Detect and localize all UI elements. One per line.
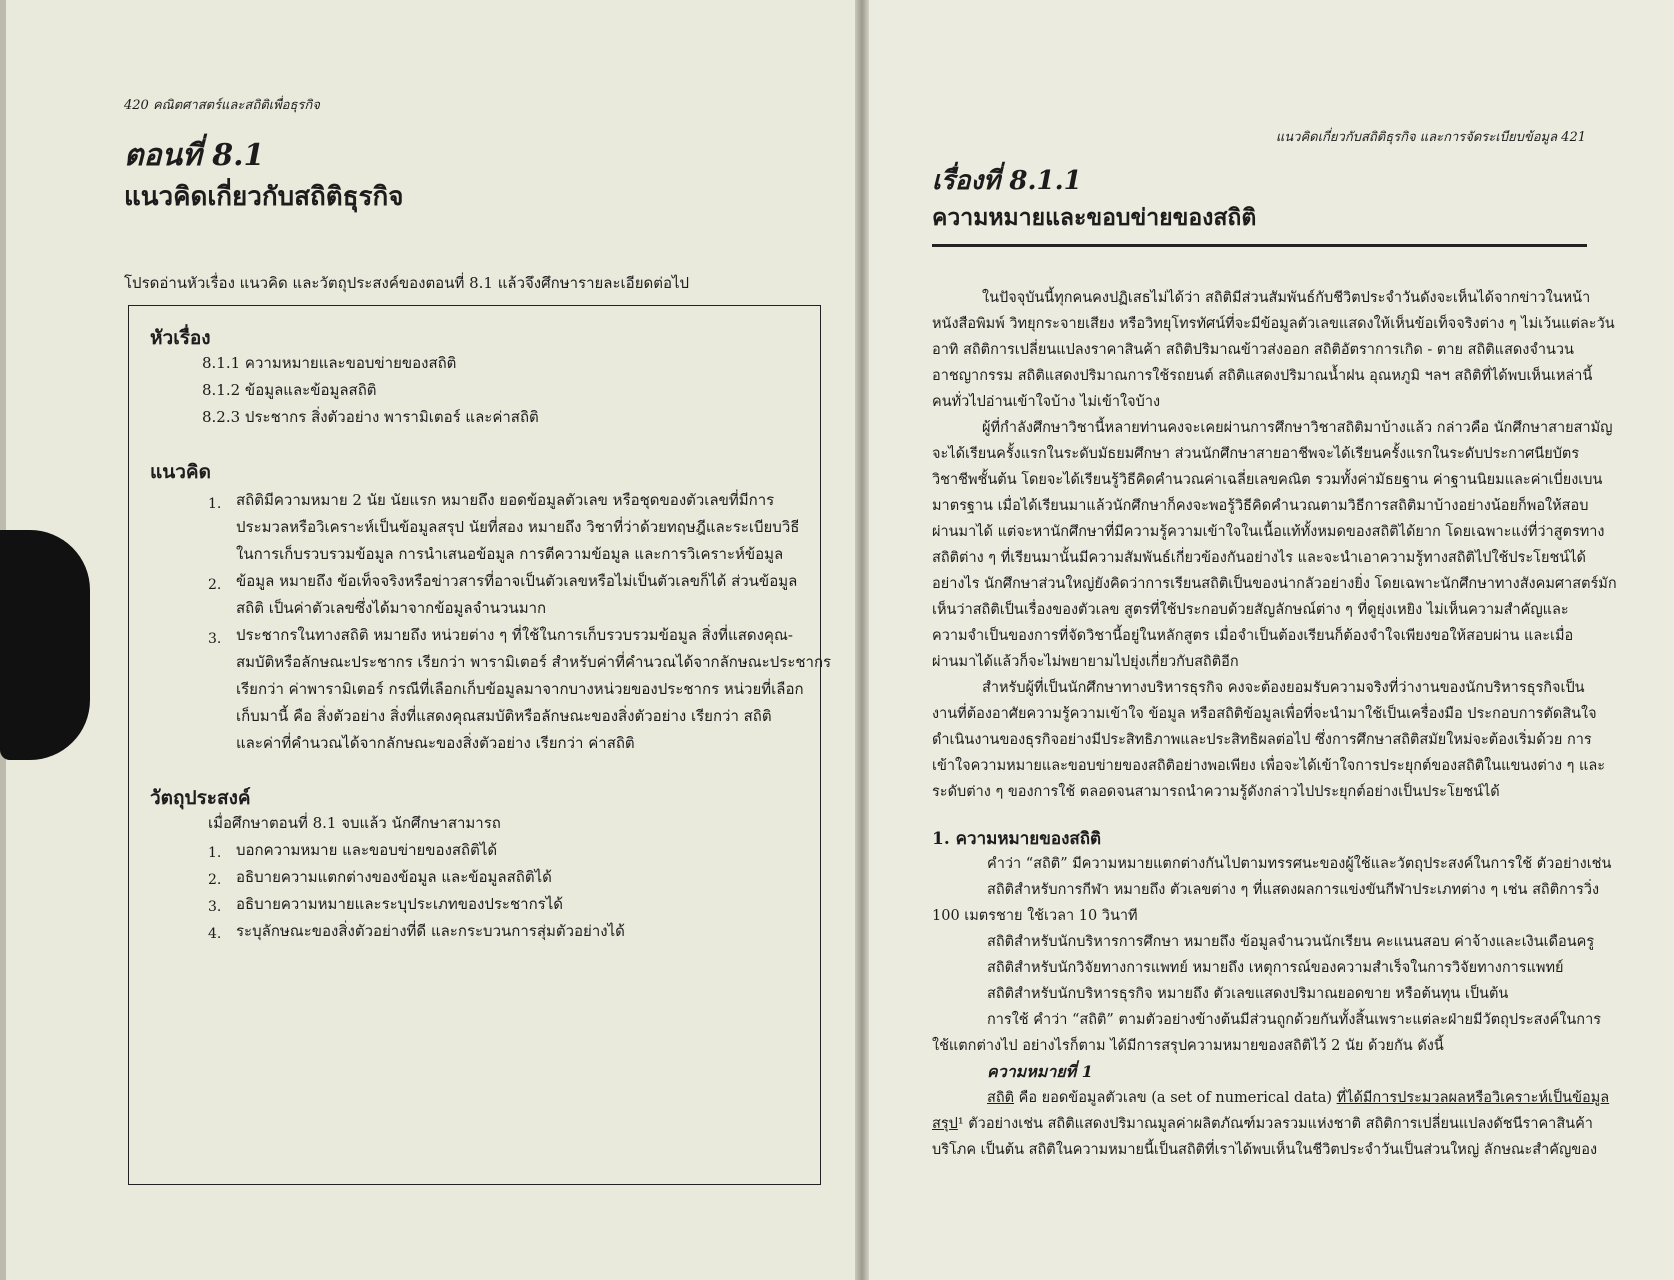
sub-line: ใช้แตกต่างไป อย่างไรก็ตาม ได้มีการสรุปความหมายของสถิติไว้ 2 นัย ด้วยกัน ดังนี้ — [932, 1038, 1444, 1054]
meaning-line: บริโภค เป็นต้น สถิติในความหมายนี้เป็นสถิติที่เราได้พบเห็นในชีวิตประจำวันเป็นส่วนใหญ่ ลักษณะสำคัญของ — [932, 1142, 1598, 1158]
definition-underlined-end: สรุป — [932, 1116, 958, 1132]
concept-line: เรียกว่า ค่าพารามิเตอร์ กรณีที่เลือกเก็บข้อมูลมาจากบางหน่วยของประชากร หน่วยที่เลือก — [236, 680, 804, 698]
para-line: มาตรฐาน เมื่อได้เรียนมาแล้วนักศึกษาก็คงจะพอรู้วิธีคิดคำนวณตามวิธีการสถิติมาบ้างอย่างน้อยก็พอให้สอบ — [932, 498, 1589, 514]
objectives-heading: วัตถุประสงค์ — [150, 787, 251, 809]
book-gutter — [855, 0, 869, 1280]
para-line: จะได้เรียนครั้งแรกในระดับมัธยมศึกษา ส่วนนักศึกษาสายอาชีพจะได้เรียนครั้งแรกในระดับประกาศนียบัตร — [932, 446, 1580, 462]
para-line: อย่างไร นักศึกษาส่วนใหญ่ยังคิดว่าการเรียนสถิติเป็นของน่ากลัวอย่างยิ่ง โดยเฉพาะนักศึกษาทางสังคมศาสตร์มัก — [932, 576, 1617, 592]
concept-line: ประมวลหรือวิเคราะห์เป็นข้อมูลสรุป นัยที่สอง หมายถึง วิชาที่ว่าด้วยทฤษฎีและระเบียบวิธี — [236, 518, 800, 536]
sub-line: สถิติสำหรับนักบริหารการศึกษา หมายถึง ข้อมูลจำนวนนักเรียน คะแนนสอบ ค่าจ้างและเงินเดือนครู — [987, 934, 1595, 950]
objective-item: อธิบายความแตกต่างของข้อมูล และข้อมูลสถิติได้ — [236, 868, 552, 886]
para-line: เห็นว่าสถิติเป็นเรื่องของตัวเลข สูตรที่ใช้ประกอบด้วยสัญลักษณ์ต่าง ๆ ที่ดูยุ่งเหยิง ไม่เห็นความสำคัญและ — [932, 602, 1569, 618]
para-line: ผู้ที่กำลังศึกษาวิชานี้หลายท่านคงจะเคยผ่านการศึกษาวิชาสถิติมาบ้างแล้ว กล่าวคือ นักศึกษาสายสามัญ — [982, 420, 1613, 436]
objective-number: 4. — [208, 926, 222, 942]
para-line: งานที่ต้องอาศัยความรู้ความเข้าใจ ข้อมูล หรือสถิติข้อมูลเพื่อที่จะนำมาใช้เป็นเครื่องมือ ประกอบการตัดสินใจ — [932, 706, 1597, 722]
meaning-rest: ¹ ตัวอย่างเช่น สถิติแสดงปริมาณมูลค่าผลิตภัณฑ์มวลรวมแห่งชาติ สถิติการเปลี่ยนแปลงดัชนีราคาสินค้า — [957, 1116, 1593, 1132]
meaning-label: ความหมายที่ 1 — [987, 1062, 1093, 1081]
para-line: เข้าใจความหมายและขอบข่ายของสถิติอย่างพอเพียง เพื่อจะได้เข้าใจการประยุกต์ของสถิติในแขนงต่าง ๆ และ — [932, 758, 1606, 774]
sub-line: 100 เมตรชาย ใช้เวลา 10 วินาที — [932, 908, 1138, 924]
objective-item: อธิบายความหมายและระบุประเภทของประชากรได้ — [236, 895, 563, 913]
section-title: ความหมายและขอบข่ายของสถิติ — [932, 204, 1257, 231]
concept-line: สถิติมีความหมาย 2 นัย นัยแรก หมายถึง ยอดข้อมูลตัวเลข หรือชุดของตัวเลขที่มีการ — [236, 491, 775, 509]
para-line: อาชญากรรม สถิติแสดงปริมาณการใช้รถยนต์ สถิติแสดงปริมาณน้ำฝน อุณหภูมิ ฯลฯ สถิติที่ได้พบเห็นเหล่านี้ — [932, 368, 1593, 384]
topic-item: 8.1.1 ความหมายและขอบข่ายของสถิติ — [202, 354, 457, 372]
objective-item: บอกความหมาย และขอบข่ายของสถิติได้ — [236, 841, 498, 859]
concept-number: 2. — [208, 577, 222, 593]
para-line: สถิติต่าง ๆ ที่เรียนมานั้นมีความสัมพันธ์เกี่ยวข้องกันอย่างไร และจะนำเอาความรู้ทางสถิติไปใช้ประโยชน์ได้ — [932, 550, 1586, 566]
sub-line: สถิติสำหรับนักวิจัยทางการแพทย์ หมายถึง เหตุการณ์ของความสำเร็จในการวิจัยทางการแพทย์ — [987, 960, 1564, 976]
objective-number: 1. — [208, 845, 222, 861]
para-line: ในปัจจุบันนี้ทุกคนคงปฏิเสธไม่ได้ว่า สถิติมีส่วนสัมพันธ์กับชีวิตประจำวันดังจะเห็นได้จากข่าวในหน้า — [982, 290, 1591, 306]
concept-line: สถิติ เป็นค่าตัวเลขซึ่งได้มาจากข้อมูลจำนวนมาก — [236, 599, 547, 617]
objective-item: ระบุลักษณะของสิ่งตัวอย่างที่ดี และกระบวนการสุ่มตัวอย่างได้ — [236, 922, 625, 940]
section-label: ตอนที่ 8.1 — [124, 138, 265, 173]
right-running-head: แนวคิดเกี่ยวกับสถิติธุรกิจ และการจัดระเบียบข้อมูล 421 — [1275, 130, 1586, 145]
concept-number: 1. — [208, 496, 222, 512]
subsection-heading: 1. ความหมายของสถิติ — [932, 829, 1102, 849]
para-line: อาทิ สถิติการเปลี่ยนแปลงราคาสินค้า สถิติปริมาณข้าวส่งออก สถิติอัตราการเกิด - ตาย สถิติแสดงจำนวน — [932, 342, 1574, 358]
concepts-heading: แนวคิด — [150, 461, 211, 483]
section-label: เรื่องที่ 8.1.1 — [932, 166, 1082, 196]
sub-line: สถิติสำหรับนักบริหารธุรกิจ หมายถึง ตัวเลขแสดงปริมาณยอดขาย หรือต้นทุน เป็นต้น — [987, 986, 1509, 1002]
section-title: แนวคิดเกี่ยวกับสถิติธุรกิจ — [124, 182, 404, 212]
meaning-mid: คือ ยอดข้อมูลตัวเลข (a set of numerical data) — [1014, 1090, 1337, 1106]
para-line: วิชาชีพชั้นต้น โดยจะได้เรียนรู้วิธีคิดคำนวณค่าเฉลี่ยเลขคณิต รวมทั้งค่ามัธยฐาน ค่าฐานนิยมและค่าเบี่ยงเบน — [932, 472, 1603, 488]
topic-item: 8.2.3 ประชากร สิ่งตัวอย่าง พารามิเตอร์ และค่าสถิติ — [202, 408, 539, 426]
para-line: คนทั่วไปอ่านเข้าใจบ้าง ไม่เข้าใจบ้าง — [932, 394, 1161, 410]
para-line: ความจำเป็นของการที่จัดวิชานี้อยู่ในหลักสูตร เมื่อจำเป็นต้องเรียนก็ต้องจำใจเพียงขอให้สอบผ่าน และเมื่อ — [932, 628, 1574, 644]
term-underlined: สถิติ — [987, 1090, 1015, 1106]
concept-line: เก็บมานี้ คือ สิ่งตัวอย่าง สิ่งที่แสดงคุณสมบัติหรือลักษณะของสิ่งตัวอย่าง เรียกว่า สถิติ — [236, 707, 772, 725]
concept-line: สมบัติหรือลักษณะประชากร เรียกว่า พารามิเตอร์ สำหรับค่าที่คำนวณได้จากลักษณะประชากร — [236, 653, 832, 671]
objective-number: 3. — [208, 899, 222, 915]
left-running-head: 420 คณิตศาสตร์และสถิติเพื่อธุรกิจ — [124, 98, 320, 113]
para-line: หนังสือพิมพ์ วิทยุกระจายเสียง หรือวิทยุโทรทัศน์ที่จะมีข้อมูลตัวเลขแสดงให้เห็นข้อเท็จจริงต่าง ๆ ไม่เว้นแต่ละวัน — [932, 316, 1615, 332]
objective-number: 2. — [208, 872, 222, 888]
concept-line: ในการเก็บรวบรวมข้อมูล การนำเสนอข้อมูล การตีความข้อมูล และการวิเคราะห์ข้อมูล — [236, 545, 784, 563]
topics-heading: หัวเรื่อง — [150, 327, 211, 349]
meaning-line — [987, 1085, 1609, 1112]
meaning-line — [932, 1111, 1593, 1138]
para-line: ระดับต่าง ๆ ของการใช้ ตลอดจนสามารถนำความรู้ดังกล่าวไปประยุกต์อย่างเป็นประโยชน์ได้ — [932, 784, 1500, 800]
para-line: ผ่านมาได้แล้วก็จะไม่พยายามไปยุ่งเกี่ยวกับสถิติอีก — [932, 654, 1239, 670]
finger-shadow — [0, 530, 90, 760]
sub-line: การใช้ คำว่า “สถิติ” ตามตัวอย่างข้างต้นมีส่วนถูกด้วยกันทั้งสิ้นเพราะแต่ละฝ่ายมีวัตถุประสงค์ในการ — [987, 1012, 1601, 1028]
sub-line: สถิติสำหรับการกีฬา หมายถึง ตัวเลขต่าง ๆ ที่แสดงผลการแข่งขันกีฬาประเภทต่าง ๆ เช่น สถิติการวิ่ง — [987, 882, 1600, 898]
intro-text: โปรดอ่านหัวเรื่อง แนวคิด และวัตถุประสงค์ของตอนที่ 8.1 แล้วจึงศึกษารายละเอียดต่อไป — [124, 274, 690, 292]
concept-line: และค่าที่คำนวณได้จากลักษณะของสิ่งตัวอย่าง เรียกว่า ค่าสถิติ — [236, 734, 635, 752]
concept-number: 3. — [208, 631, 222, 647]
title-rule — [932, 244, 1587, 247]
topic-item: 8.1.2 ข้อมูลและข้อมูลสถิติ — [202, 381, 377, 399]
concept-line: ประชากรในทางสถิติ หมายถึง หน่วยต่าง ๆ ที่ใช้ในการเก็บรวบรวมข้อมูล สิ่งที่แสดงคุณ- — [236, 626, 793, 644]
para-line: ผ่านมาได้ แต่จะหานักศึกษาที่มีความรู้ความเข้าใจในเนื้อแท้ทั้งหมดของสถิติได้ยาก โดยเฉพาะแง่ที่ว่าสูตรทาง — [932, 524, 1605, 540]
objectives-intro: เมื่อศึกษาตอนที่ 8.1 จบแล้ว นักศึกษาสามารถ — [208, 814, 501, 832]
concept-line: ข้อมูล หมายถึง ข้อเท็จจริงหรือข่าวสารที่อาจเป็นตัวเลขหรือไม่เป็นตัวเลขก็ได้ ส่วนข้อมูล — [236, 572, 798, 590]
sub-line: คำว่า “สถิติ” มีความหมายแตกต่างกันไปตามทรรศนะของผู้ใช้และวัตถุประสงค์ในการใช้ ตัวอย่างเช่น — [987, 856, 1612, 872]
definition-underlined: ที่ได้มีการประมวลผลหรือวิเคราะห์เป็นข้อมูล — [1336, 1090, 1610, 1106]
para-line: สำหรับผู้ที่เป็นนักศึกษาทางบริหารธุรกิจ คงจะต้องยอมรับความจริงที่ว่างานของนักบริหารธุรกิจเป็น — [982, 680, 1585, 696]
para-line: ดำเนินงานของธุรกิจอย่างมีประสิทธิภาพและประสิทธิผลต่อไป ซึ่งการศึกษาสถิติสมัยใหม่จะต้องเริ่มด้วย การ — [932, 732, 1592, 748]
